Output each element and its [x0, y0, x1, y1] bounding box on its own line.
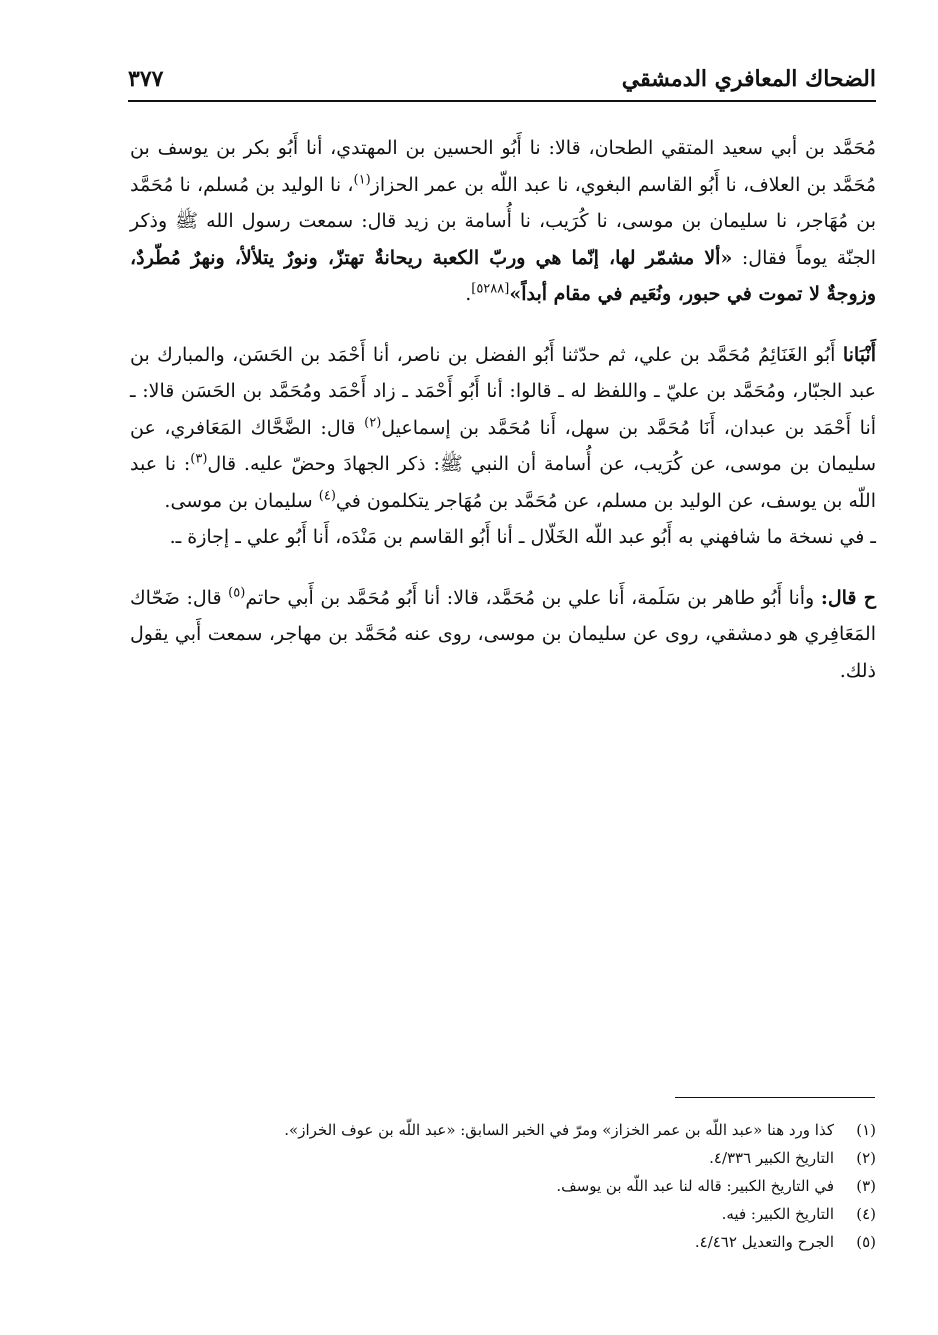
footnote-3 — [130, 1172, 876, 1200]
footnote-ref-2[interactable]: (٢) — [364, 415, 382, 431]
footnote-number: (٣) — [856, 1177, 876, 1195]
header-rule — [128, 100, 876, 102]
footnote-2 — [130, 1144, 876, 1172]
footnotes — [130, 1116, 876, 1256]
text-run: قال: ضَحّاك المَعَافِري هو دمشقي، روى عن سليمان بن موسى، روى عنه مُحَمَّد بن مهاجر، سمعت أَبي يقول ذلك. — [130, 586, 876, 682]
text-run: مُحَمَّد بن أبي سعيد المتقي الطحان، قالا: نا أَبُو الحسين بن المهتدي، أنا أَبُو بكر بن يوسف بن مُحَمَّد بن العلاف، نا أَبُو القاسم البغوي، نا عبد اللّه بن عمر الحزاز — [130, 137, 877, 196]
footnote-ref-5[interactable]: (٥) — [228, 585, 246, 601]
footnote-ref-3[interactable]: (٣) — [190, 451, 208, 467]
footnote-4 — [130, 1200, 876, 1228]
text-run: وأنا أَبُو طاهر بن سَلَمة، أَنا علي بن مُحَمَّد، قالا: أنا أَبُو مُحَمَّد بن أَبي حاتم — [245, 586, 821, 609]
text-run: . — [465, 283, 472, 305]
paragraph-4 — [130, 580, 876, 690]
text-run: ، نا الوليد بن مُسلم، نا مُحَمَّد بن مُهَاجر، نا سليمان بن موسى، نا كُرَيب، نا أُسامة بن زيد قال: سمعت رسول الله ﷺ وذكر الجنّة يوماً فقال: — [130, 173, 876, 269]
text-run: قال: الضَّحَّاك المَعَافري، عن سليمان بن موسى، عن كُرَيب، عن أُسامة أن النبي ﷺ: ذكر الجهادَ وحضّ عليه. قال — [130, 416, 876, 475]
paragraph-lead: ح قال: — [820, 586, 876, 609]
footnote-number: (١) — [856, 1121, 876, 1139]
hadith-quote: «ألا مشمّر لها، إنّما هي وربّ الكعبة ريحانةٌ تهتزّ، ونورٌ يتلألأ، ونهرٌ مُطّردٌ، وزوجةٌ لا تموت في حبور، ونُعَيم في مقام أبداً» — [130, 246, 876, 305]
footnote-ref-4[interactable]: (٤) — [318, 488, 336, 504]
footnote-text: التاريخ الكبير: فيه. — [721, 1205, 834, 1223]
text-run: أَبُو الغَنَائِمُ مُحَمَّد بن علي، ثم حدّثنا أَبُو الفضل بن ناصر، أنا أَحْمَد بن الحَسَن، والمبارك بن عبد الجبّار، ومُحَمَّد بن عليّ ـ واللفظ له ـ قالوا: أنا أَبُو أَحْمَد ـ زاد أَحْمَد ومُحَمَّد بن الحَسَن قالا: ـ أنا أَحْمَد بن عبدان، أَنَا مُحَمَّد بن سهل، أَنا مُحَمَّد بن إسماعيل — [130, 343, 877, 439]
footnote-separator — [675, 1097, 875, 1098]
page-header — [128, 58, 876, 102]
paragraph-lead: أَنْبَانا — [842, 343, 876, 366]
text-run: سليمان بن موسى. — [164, 489, 319, 512]
footnote-text: كذا ورد هنا «عبد اللّه بن عمر الخزاز» ومرّ في الخبر السابق: «عبد اللّه بن عوف الخراز». — [284, 1121, 834, 1139]
running-title: الضحاك المعافري الدمشقي — [621, 66, 876, 92]
footnote-number: (٢) — [856, 1149, 876, 1167]
footnote-number: (٤) — [856, 1205, 876, 1223]
paragraph-3 — [130, 519, 876, 556]
main-text — [130, 130, 876, 689]
text-run: : نا عبد اللّه بن يوسف، عن الوليد بن مسلم، عن مُحَمَّد بن مُهَاجر يتكلمون في — [130, 453, 876, 512]
text-run: ـ في نسخة ما شافهني به أَبُو عبد اللّه الخَلّال ـ أنا أَبُو القاسم بن مَنْدَه، أَنا أَبُو علي ـ إجازة ـ. — [169, 526, 876, 548]
page-number: ٣٧٧ — [128, 66, 164, 92]
footnote-text: في التاريخ الكبير: قاله لنا عبد اللّه بن يوسف. — [556, 1177, 834, 1195]
footnote-5 — [130, 1228, 876, 1256]
footnote-number: (٥) — [856, 1233, 876, 1251]
footnote-1 — [130, 1116, 876, 1144]
paragraph-1 — [130, 130, 876, 313]
footnote-ref-1[interactable]: (١) — [353, 172, 371, 188]
paragraph-2 — [130, 337, 876, 520]
hadith-reference-number: [٥٢٨٨] — [471, 281, 510, 297]
footnote-text: التاريخ الكبير ٤/٣٣٦. — [709, 1149, 834, 1167]
footnote-text: الجرح والتعديل ٤/٤٦٢. — [694, 1233, 834, 1251]
